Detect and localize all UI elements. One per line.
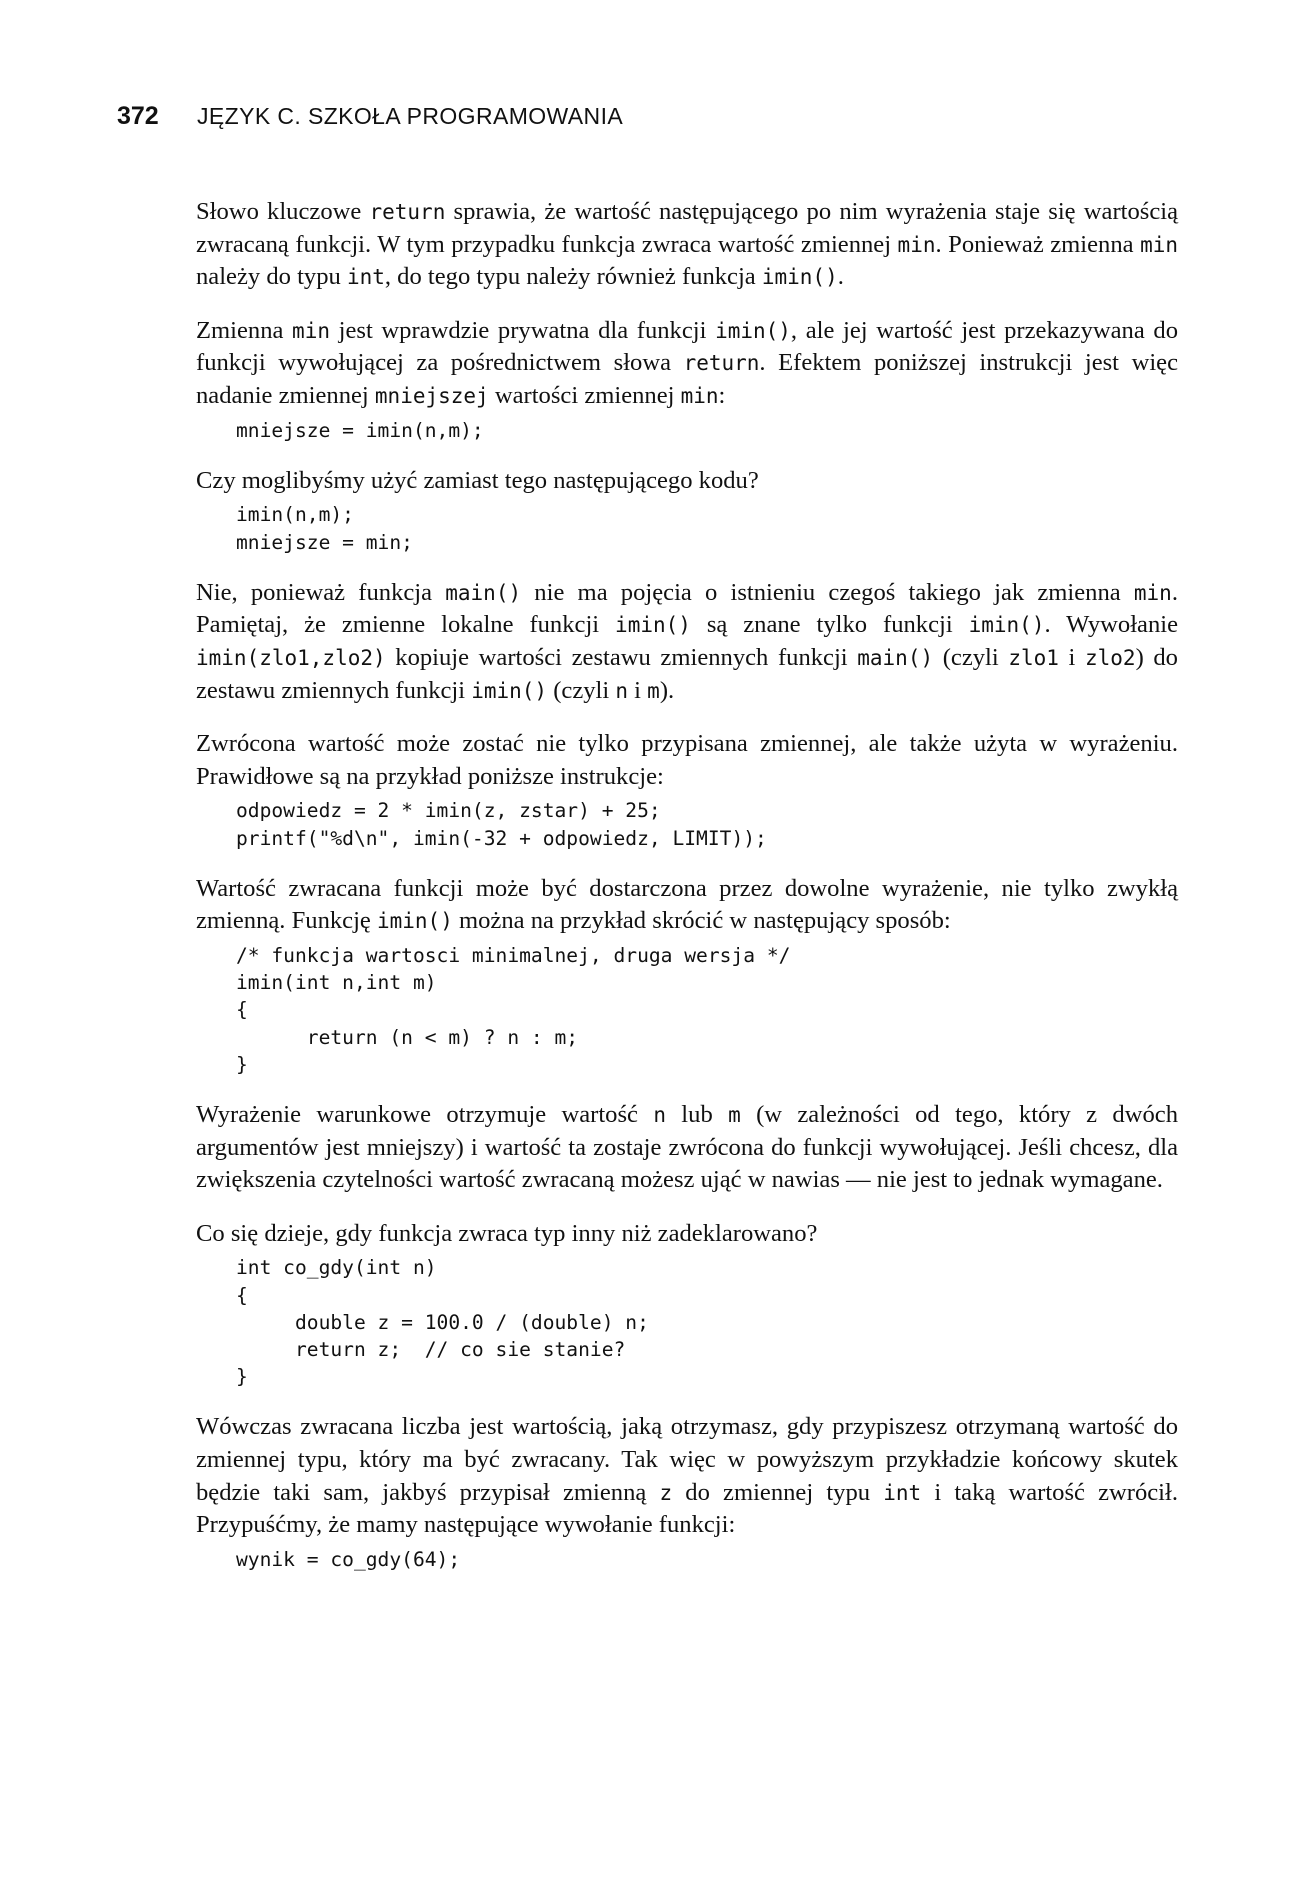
- paragraph-text: i taką wartość zwrócił. Przypuśćmy, że mamy następujące wywołanie funkcji:: [196, 1478, 1178, 1539]
- body-paragraph: [196, 315, 1178, 413]
- inline-code: return: [683, 351, 760, 376]
- paragraph-text: Nie, ponieważ funkcja: [196, 578, 446, 606]
- paragraph-text: (czyli: [547, 676, 616, 704]
- paragraph-text: .: [837, 263, 844, 291]
- paragraph-text: są znane tylko funkcji: [690, 611, 969, 639]
- inline-code: imin(): [761, 265, 838, 290]
- body-paragraph: [196, 728, 1178, 793]
- inline-code: n: [615, 678, 629, 703]
- inline-code: min: [897, 232, 936, 257]
- body-paragraph: [196, 873, 1178, 938]
- code-listing: imin(n,m); mniejsze = min;: [236, 503, 413, 554]
- inline-code: imin(): [715, 318, 791, 343]
- inline-code: min: [680, 383, 719, 408]
- paragraph-text: Co się dzieje, gdy funkcja zwraca typ inny niż zadeklarowano?: [196, 1219, 818, 1247]
- inline-code: imin(): [376, 909, 453, 934]
- page-number: 372: [117, 102, 159, 130]
- body-paragraph: [196, 1099, 1178, 1197]
- paragraph-text: Wyrażenie warunkowe otrzymuje wartość: [196, 1100, 654, 1128]
- paragraph-text: nie ma pojęcia o istnieniu czegoś takiego jak zmienna: [521, 578, 1134, 606]
- inline-code: int: [883, 1480, 922, 1505]
- paragraph-text: . Wywołanie: [1044, 611, 1178, 639]
- body-paragraph: [196, 1411, 1178, 1541]
- paragraph-text: kopiuje wartości zestawu zmiennych funkcji: [385, 643, 858, 671]
- paragraph-text: (w zależności od tego, który z dwóch argumentów jest mniejszy) i wartość ta zostaje zwrócona do funkcji wywołującej. Jeśli chcesz, dla zwiększenia czytelności wartość zwracaną możesz ująć w nawias — nie jest to jednak wymagane.: [196, 1100, 1178, 1194]
- inline-code: min: [1140, 232, 1178, 257]
- inline-code: z: [659, 1480, 673, 1505]
- inline-code: imin(zlo1,zlo2): [196, 645, 386, 670]
- paragraph-text: i: [1058, 643, 1085, 671]
- paragraph-text: i: [628, 676, 648, 704]
- inline-code: min: [1133, 580, 1172, 605]
- paragraph-text: należy do typu: [196, 263, 347, 291]
- body-paragraph: [196, 196, 1178, 294]
- inline-code: return: [369, 200, 446, 224]
- paragraph-text: (czyli: [933, 643, 1009, 671]
- paragraph-text: Wartość zwracana funkcji może być dostarczona przez dowolne wyrażenie, nie tylko zwykłą zmienną. Funkcję: [196, 874, 1178, 935]
- inline-code: imin(): [968, 613, 1045, 638]
- code-listing: odpowiedz = 2 * imin(z, zstar) + 25; printf("%d\n", imin(-32 + odpowiedz, LIMIT));: [236, 799, 767, 850]
- inline-code: n: [653, 1102, 666, 1127]
- paragraph-text: sprawia, że wartość następującego po nim wyrażenia staje się wartością zwracaną funkcji. W tym przypadku funkcja zwraca wartość zmiennej: [196, 198, 1178, 258]
- page-body: [196, 196, 1178, 1594]
- paragraph-text: . Efektem poniższej instrukcji jest więc nadanie zmiennej: [196, 349, 1178, 409]
- body-paragraph: [196, 465, 1178, 498]
- code-listing: /* funkcja wartosci minimalnej, druga wersja */ imin(int n,int m) { return (n < m) ? n : m; }: [236, 943, 791, 1076]
- paragraph-text: wartości zmiennej: [488, 381, 681, 409]
- paragraph-text: do zmiennej typu: [672, 1478, 884, 1506]
- paragraph-text: :: [718, 381, 726, 409]
- paragraph-text: Słowo kluczowe: [196, 198, 370, 225]
- body-paragraph: [196, 1218, 1178, 1251]
- paragraph-text: . Pamiętaj, że zmienne lokalne funkcji: [196, 578, 1178, 639]
- inline-code: min: [292, 318, 330, 343]
- inline-code: main(): [857, 645, 934, 670]
- paragraph-text: ).: [659, 676, 675, 704]
- paragraph-text: , ale jej wartość jest przekazywana do funkcji wywołującej za pośrednictwem słowa: [196, 316, 1178, 377]
- code-listing: mniejsze = imin(n,m);: [236, 418, 484, 442]
- body-paragraph: [196, 577, 1178, 707]
- running-header: [117, 102, 623, 131]
- inline-code: mniejszej: [374, 383, 489, 408]
- book-title: JĘZYK C. SZKOŁA PROGRAMOWANIA: [197, 103, 624, 129]
- inline-code: m: [728, 1102, 741, 1127]
- inline-code: main(): [445, 580, 522, 605]
- paragraph-text: można na przykład skrócić w następujący sposób:: [452, 907, 951, 935]
- inline-code: zlo2: [1085, 645, 1136, 670]
- inline-code: int: [346, 265, 385, 290]
- code-listing: int co_gdy(int n) { double z = 100.0 / (double) n; return z; // co sie stanie? }: [236, 1256, 649, 1389]
- inline-code: zlo1: [1008, 645, 1059, 670]
- paragraph-text: ) do zestawu zmiennych funkcji: [196, 643, 1178, 704]
- paragraph-text: Wówczas zwracana liczba jest wartością, jaką otrzymasz, gdy przypiszesz otrzymaną wartość do zmiennej typu, który ma być zwracany. Tak więc w powyższym przykładzie końcowy skutek będzie taki sam, jakbyś przypisał zmienną: [196, 1413, 1178, 1506]
- code-listing: wynik = co_gdy(64);: [236, 1547, 461, 1571]
- inline-code: imin(): [615, 613, 691, 638]
- paragraph-text: . Ponieważ zmienna: [935, 230, 1141, 258]
- paragraph-text: jest wprawdzie prywatna dla funkcji: [329, 316, 716, 344]
- inline-code: imin(): [471, 678, 548, 703]
- paragraph-text: Zwrócona wartość może zostać nie tylko przypisana zmiennej, ale także użyta w wyrażeniu. Prawidłowe są na przykład poniższe instrukcje:: [196, 730, 1178, 790]
- inline-code: m: [647, 678, 660, 703]
- paragraph-text: , do tego typu należy również funkcja: [384, 263, 762, 291]
- paragraph-text: Zmienna: [196, 316, 293, 344]
- paragraph-text: Czy moglibyśmy użyć zamiast tego następującego kodu?: [196, 466, 759, 494]
- paragraph-text: lub: [665, 1100, 729, 1128]
